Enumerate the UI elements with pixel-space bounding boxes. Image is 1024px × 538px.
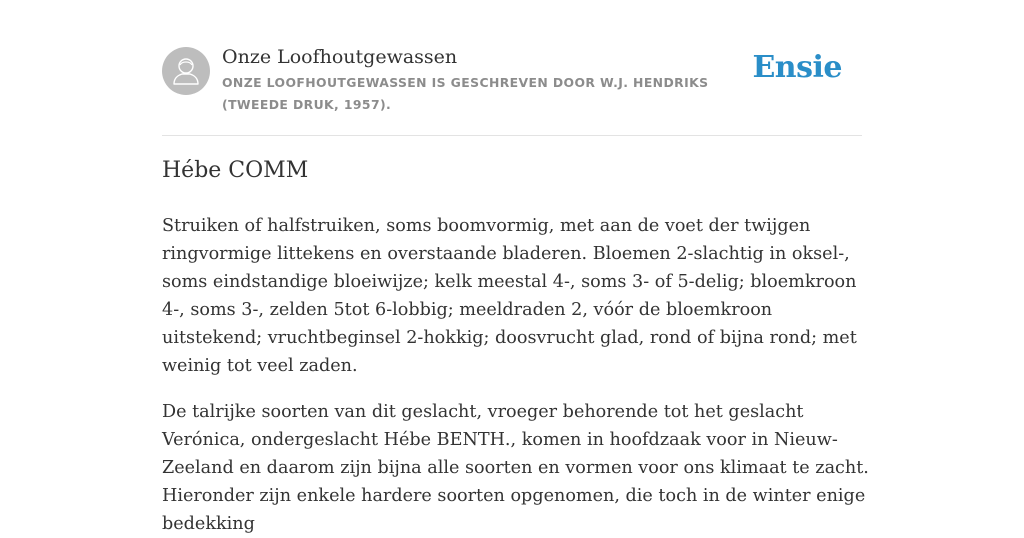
book-description: ONZE LOOFHOUTGEWASSEN IS GESCHREVEN DOOR W.J. HENDRIKS (TWEEDE DRUK, 1957). [222, 75, 709, 112]
book-title[interactable]: Onze Loofhoutgewassen [222, 46, 458, 68]
ensie-logo[interactable]: Ensie [752, 50, 842, 85]
book-header [162, 0, 862, 136]
entry-paragraph-1: Struiken of halfstruiken, soms boomvormig, met aan de voet der twijgen ringvormige littekens en overstaande bladeren. Bloemen 2-slachtig in oksel-, soms eindstandige bloeiwijze; kelk meestal 4-, soms 3- of 5-delig; bloemkroon 4-, soms 3-, zelden 5tot 6-lobbig; meeldraden 2, vóór de bloemkroon uitstekend; vruchtbeginsel 2-hokkig; doosvrucht glad, rond of bijna rond; met weinig tot veel zaden. [162, 216, 857, 376]
page [162, 0, 869, 534]
entry-paragraph-2: De talrijke soorten van dit geslacht, vroeger behorende tot het geslacht Verónica, ondergeslacht Hébe BENTH., komen in hoofdzaak voor in Nieuw-Zeeland en daarom zijn bijna alle soorten en vormen voor ons klimaat te zacht. Hieronder zijn enkele hardere soorten opgenomen, die toch in de winter enige bedekking [162, 402, 869, 534]
entry-title: Hébe COMM [162, 158, 309, 183]
avatar[interactable] [162, 47, 210, 95]
user-silhouette-icon [162, 47, 210, 95]
